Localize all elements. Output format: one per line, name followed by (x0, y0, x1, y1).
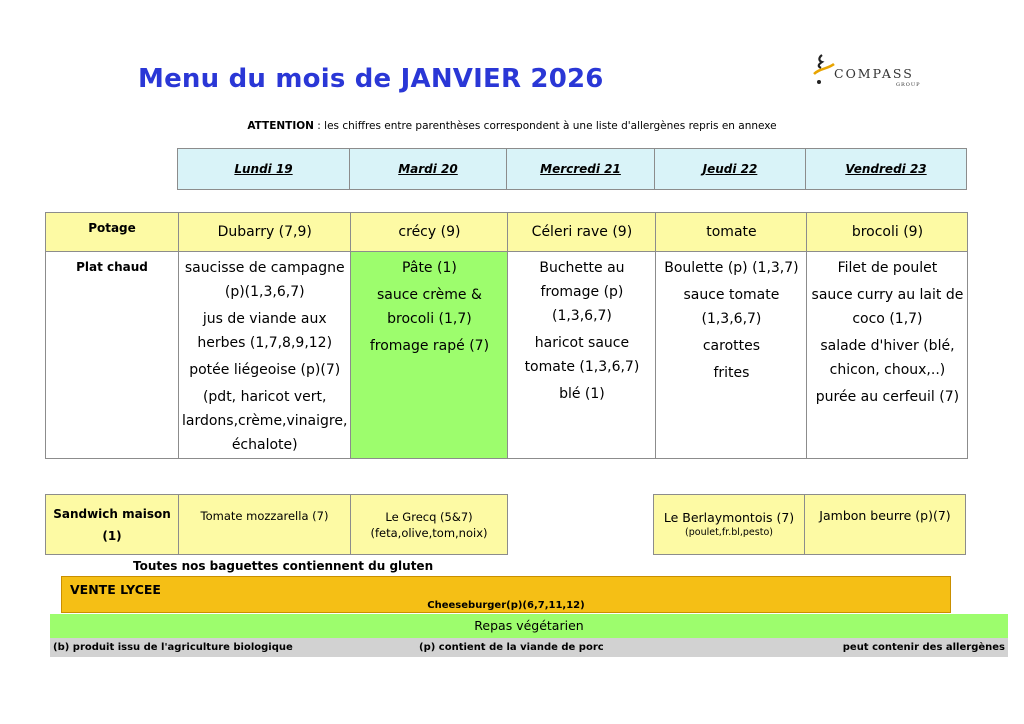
sandwich-jeudi (654, 495, 805, 555)
attention-label: ATTENTION (247, 120, 314, 132)
sandwich-lundi-text: Tomate mozzarella (7) (200, 508, 329, 523)
plat-vendredi (807, 252, 968, 459)
plat-chaud-label: Plat chaud (46, 252, 179, 459)
dish-line: potée liégeoise (p)(7) (189, 362, 341, 378)
dish-line: chicon, choux,..) (829, 362, 946, 378)
dish-line: sauce tomate (683, 287, 780, 303)
dish-line: (1,3,6,7) (701, 311, 762, 327)
sandwich-label (46, 495, 179, 555)
day-vendredi: Vendredi 23 (806, 149, 967, 190)
sandwich-mardi-line2: (feta,olive,tom,noix) (370, 525, 488, 540)
sandwich-mardi (351, 495, 508, 555)
dish-line: échalote) (231, 437, 298, 453)
sandwich-jeudi-line1: Le Berlaymontois (7) (663, 509, 795, 525)
legend-bio: (b) produit issu de l'agriculture biologique (53, 642, 293, 653)
vente-title: VENTE LYCEE (70, 582, 161, 597)
dish-line: Pâte (1) (402, 260, 457, 276)
dish-line: salade d'hiver (blé, (820, 338, 955, 354)
legend-allergenes: peut contenir des allergènes (842, 642, 1005, 653)
plat-mercredi (508, 252, 656, 459)
potage-jeudi: tomate (656, 213, 807, 252)
day-mercredi: Mercredi 21 (507, 149, 655, 190)
potage-vendredi: brocoli (9) (807, 213, 968, 252)
attention-note (0, 120, 1024, 132)
potage-label: Potage (46, 213, 179, 252)
dish-line: sauce crème & (376, 287, 482, 303)
dish-line: haricot sauce (534, 335, 630, 351)
plat-jeudi (656, 252, 807, 459)
plat-lundi (179, 252, 351, 459)
legend-bar (50, 638, 1008, 657)
dish-line: tomate (1,3,6,7) (524, 359, 640, 375)
gluten-note: Toutes nos baguettes contiennent du gluten (133, 559, 434, 573)
sandwich-label-line1: Sandwich maison (53, 506, 171, 521)
dish-line: blé (1) (559, 386, 605, 402)
attention-text: : les chiffres entre parenthèses correspondent à une liste d'allergènes repris en annexe (313, 120, 777, 132)
dish-line: (p)(1,3,6,7) (224, 284, 305, 300)
plat-chaud-row (46, 252, 968, 459)
plat-mardi-vegetarian (351, 252, 508, 459)
sandwich-vendredi (805, 495, 966, 555)
vente-lycee-box (61, 576, 951, 613)
dish-line: carottes (702, 338, 761, 354)
dish-line: saucisse de campagne (184, 260, 345, 276)
logo-name: COMPASS (834, 66, 914, 81)
days-header (177, 148, 967, 190)
sandwich-label-line2: (1) (102, 528, 122, 543)
vegetarian-legend: Repas végétarien (50, 614, 1008, 638)
potage-row (46, 213, 968, 252)
dish-line: jus de viande aux (202, 311, 327, 327)
dish-line: fromage rapé (7) (369, 338, 490, 354)
potage-mardi: crécy (9) (351, 213, 508, 252)
sandwich-jeudi-line2: (poulet,fr.bl,pesto) (685, 526, 773, 538)
dish-line: Boulette (p) (1,3,7) (664, 260, 799, 276)
legend-porc: (p) contient de la viande de porc (419, 642, 604, 653)
dish-line: (pdt, haricot vert, (202, 389, 327, 405)
sandwich-mardi-line1: Le Grecq (5&7) (385, 509, 473, 524)
dish-line: lardons,crème,vinaigre, (182, 413, 348, 429)
sandwich-table-right (653, 494, 966, 555)
potage-lundi: Dubarry (7,9) (179, 213, 351, 252)
day-mardi: Mardi 20 (350, 149, 507, 190)
dish-line: coco (1,7) (852, 311, 923, 327)
sandwich-table-left (45, 494, 508, 555)
menu-table (45, 212, 968, 459)
dish-line: brocoli (1,7) (387, 311, 472, 327)
day-jeudi: Jeudi 22 (655, 149, 806, 190)
compass-logo (808, 52, 933, 92)
page-title: Menu du mois de JANVIER 2026 (138, 64, 604, 94)
dish-line: purée au cerfeuil (7) (815, 389, 960, 405)
dish-line: sauce curry au lait de (811, 287, 964, 303)
sandwich-lundi (179, 495, 351, 555)
dish-line: fromage (p) (540, 284, 624, 300)
vente-item: Cheeseburger(p)(6,7,11,12) (427, 600, 585, 611)
dish-line: (1,3,6,7) (551, 308, 612, 324)
logo-sub: GROUP (896, 82, 921, 88)
dish-line: herbes (1,7,8,9,12) (197, 335, 333, 351)
sandwich-vendredi-text: Jambon beurre (p)(7) (819, 507, 951, 523)
dish-line: Buchette au (539, 260, 625, 276)
potage-mercredi: Céleri rave (9) (508, 213, 656, 252)
dish-line: Filet de poulet (837, 260, 938, 276)
day-lundi: Lundi 19 (178, 149, 350, 190)
dish-line: frites (713, 365, 750, 381)
